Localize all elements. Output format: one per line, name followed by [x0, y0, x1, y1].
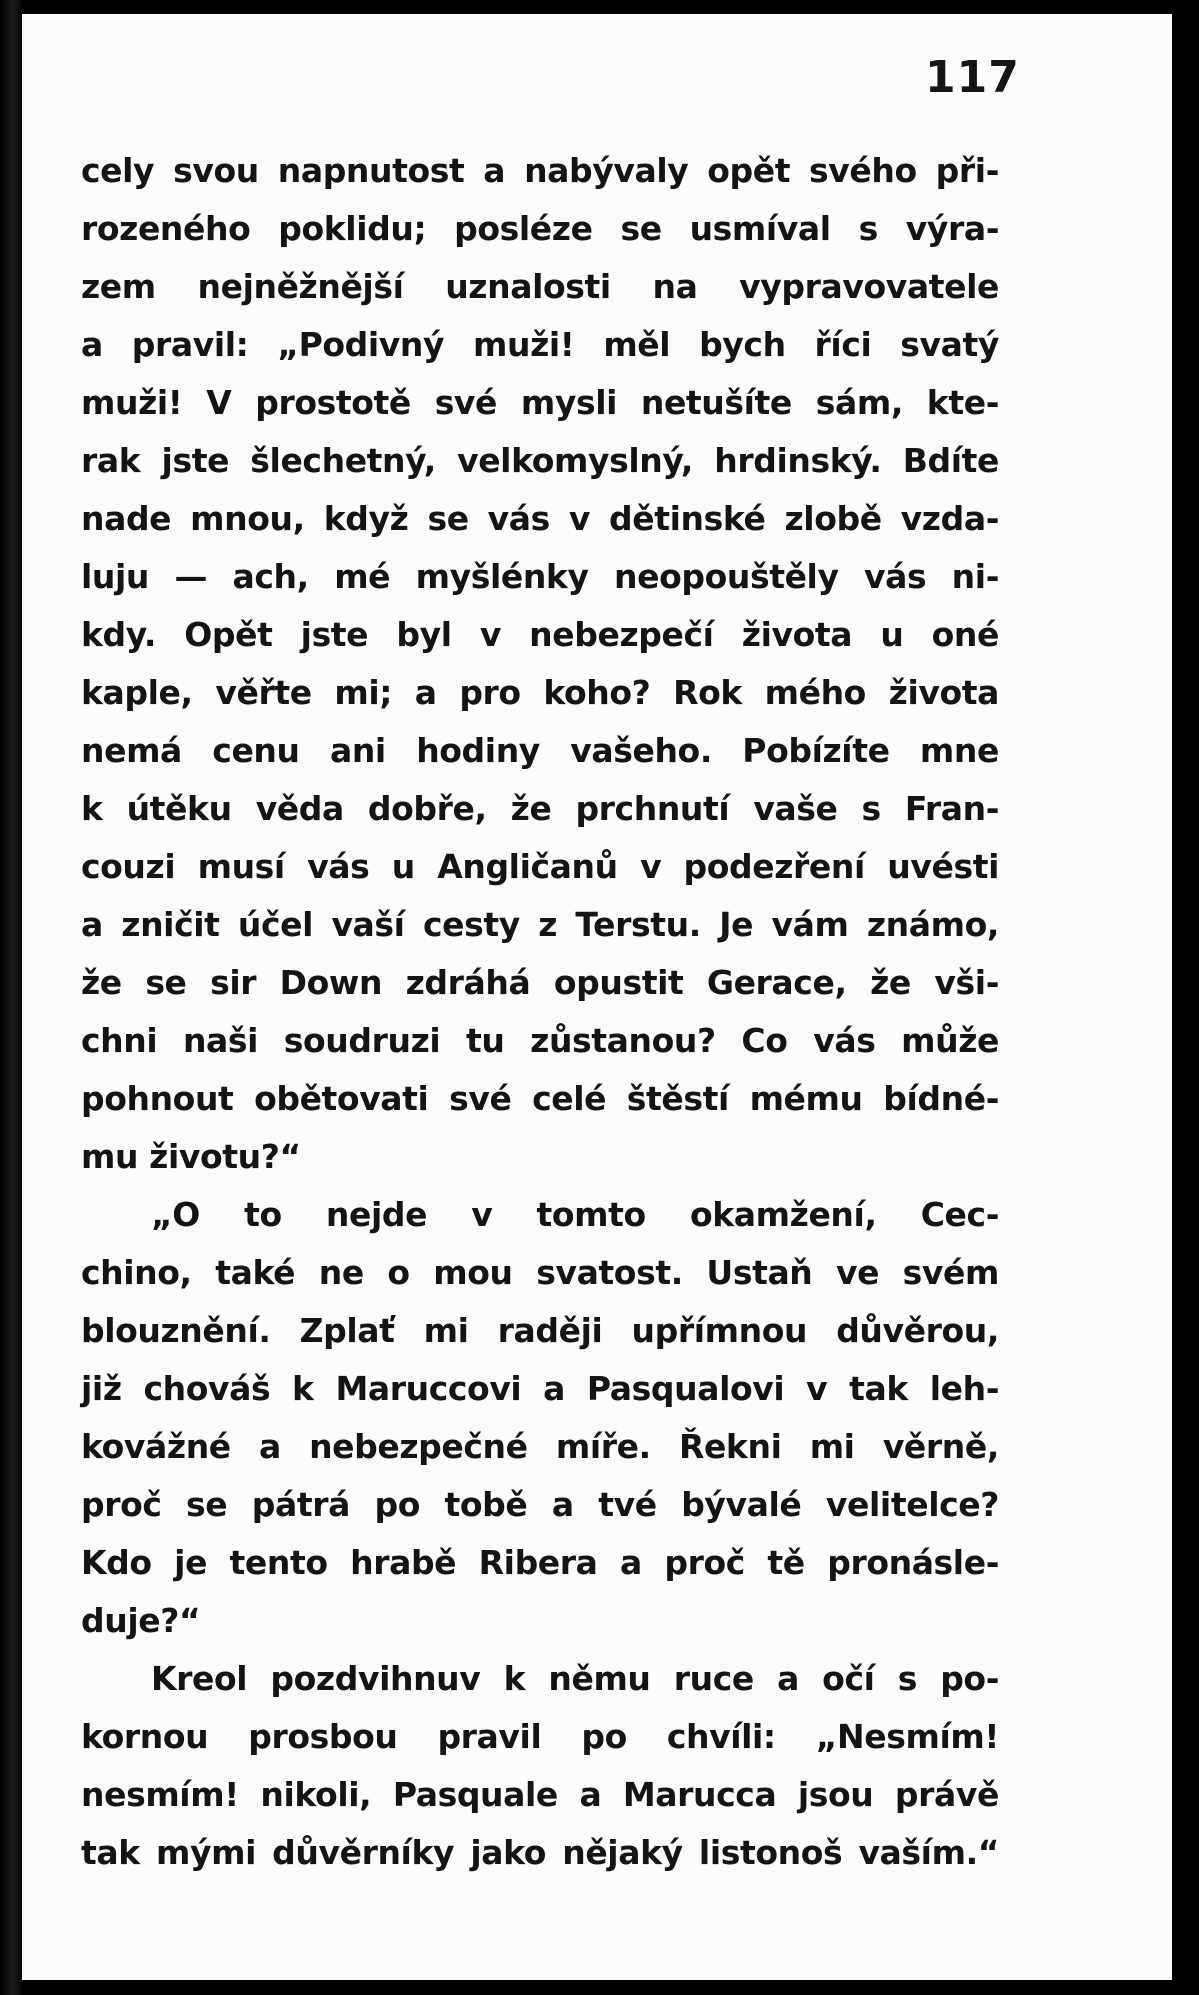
- text-line: chni naši soudruzi tu zůstanou? Co vás může: [81, 1021, 999, 1060]
- text-line: rozeného poklidu; posléze se usmíval s výra-: [81, 209, 999, 248]
- text-line: mu životu?“: [81, 1137, 301, 1176]
- text-line: kovážné a nebezpečné míře. Řekni mi věrně,: [81, 1427, 999, 1466]
- text-line: couzi musí vás u Angličanů v podezření uvésti: [81, 847, 999, 886]
- text-line: chino, také ne o mou svatost. Ustaň ve svém: [81, 1253, 999, 1292]
- text-line: již chováš k Maruccovi a Pasqualovi v tak leh-: [81, 1369, 999, 1408]
- text-line: rak jste šlechetný, velkomyslný, hrdinský. Bdíte: [81, 441, 999, 480]
- text-line: nade mnou, když se vás v dětinské zlobě vzda-: [81, 499, 999, 538]
- text-line: duje?“: [81, 1601, 201, 1640]
- body-text: [81, 142, 999, 1882]
- text-line: muži! V prostotě své mysli netušíte sám, kte-: [81, 383, 999, 422]
- text-line: Kdo je tento hrabě Ribera a proč tě pronásle-: [81, 1543, 999, 1582]
- text-line: že se sir Down zdráhá opustit Gerace, že vši-: [81, 963, 999, 1002]
- text-line: a pravil: „Podivný muži! měl bych říci svatý: [81, 325, 999, 364]
- text-line: tak mými důvěrníky jako nějaký listonoš vaším.“: [81, 1833, 999, 1872]
- text-line: zem nejněžnější uznalosti na vypravovatele: [81, 267, 999, 306]
- text-line: kaple, věřte mi; a pro koho? Rok mého života: [81, 673, 999, 712]
- text-line: luju — ach, mé myšlénky neopouštěly vás ni-: [81, 557, 999, 596]
- page-number: 117: [925, 52, 1020, 103]
- text-line-paragraph-start: „O to nejde v tomto okamžení, Cec-: [151, 1195, 999, 1234]
- text-line: proč se pátrá po tobě a tvé bývalé velitelce?: [81, 1485, 999, 1524]
- text-line: k útěku věda dobře, že prchnutí vaše s Fran-: [81, 789, 999, 828]
- text-line: nemá cenu ani hodiny vašeho. Pobízíte mne: [81, 731, 999, 770]
- text-line: pohnout obětovati své celé štěstí mému bídné-: [81, 1079, 999, 1118]
- text-line: kdy. Opět jste byl v nebezpečí života u oné: [81, 615, 999, 654]
- text-line: a zničit účel vaší cesty z Terstu. Je vám známo,: [81, 905, 999, 944]
- scan-left-edge: [0, 0, 22, 1995]
- text-line: nesmím! nikoli, Pasquale a Marucca jsou právě: [81, 1775, 999, 1814]
- text-line: cely svou napnutost a nabývaly opět svého při-: [81, 151, 999, 190]
- text-line: blouznění. Zplať mi raději upřímnou důvěrou,: [81, 1311, 999, 1350]
- scan-right-edge: [1172, 0, 1199, 1995]
- text-line: kornou prosbou pravil po chvíli: „Nesmím!: [81, 1717, 999, 1756]
- text-line-paragraph-start: Kreol pozdvihnuv k němu ruce a očí s po-: [151, 1659, 999, 1698]
